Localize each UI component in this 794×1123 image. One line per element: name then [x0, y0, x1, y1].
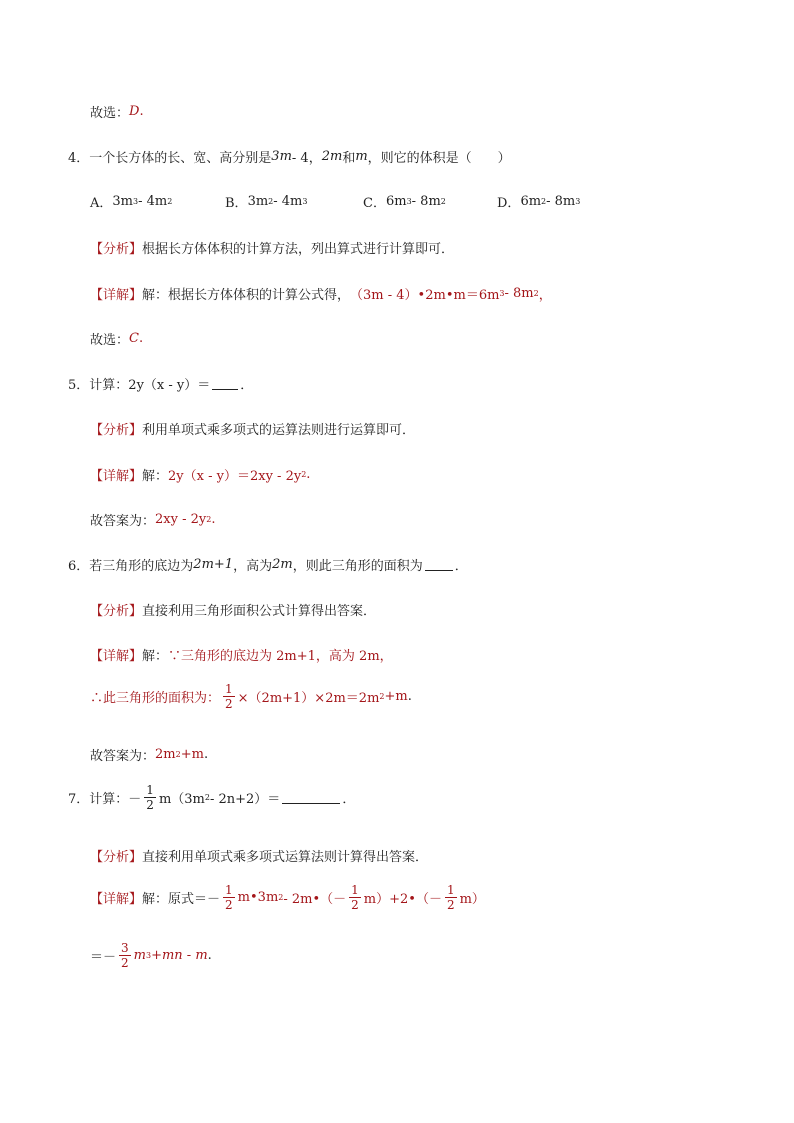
- area-expr2: +m: [384, 689, 408, 704]
- result-lead: ＝－: [90, 950, 117, 965]
- option-b-term2: - 4m: [273, 194, 303, 209]
- fraction-numerator: 1: [225, 682, 233, 696]
- option-a-label: A．: [90, 196, 113, 211]
- q5-answer: 故答案为： 2xy - 2y 2 .: [90, 512, 216, 529]
- detail-tag: 【详解】: [90, 892, 143, 907]
- detail-text: ∵三角形的底边为 2m+1，高为 2m，: [168, 649, 393, 664]
- fraction-one-half: [223, 683, 235, 710]
- option-d-term2: - 8m: [546, 194, 576, 209]
- q7-number: 7．: [68, 792, 90, 807]
- q4-text-2: - 4，: [291, 151, 322, 166]
- analysis-text: 直接利用三角形面积公式计算得出答案．: [142, 604, 377, 619]
- q6-text-1: 若三角形的底边为: [89, 559, 194, 574]
- answer-label: 故选：: [90, 333, 130, 348]
- q5-detail: 【详解】 解： 2y（x - y）＝2xy - 2y 2 .: [90, 467, 311, 484]
- q7-detail: 【详解】 解：原式＝－ $\frac{1}{2}$ m•3m 2 - 2m•（－ $\frac{1}{2}$ m）+2•（－ $\frac{1}{2}$ m）: [90, 883, 485, 912]
- q7-blank[interactable]: [282, 791, 340, 804]
- answer-line-prev: [90, 102, 144, 121]
- q6-blank[interactable]: [425, 558, 453, 571]
- detail-part-1: m•3m: [237, 890, 279, 905]
- q4-detail: 【详解】 解：根据长方体体积的计算公式得， （3m - 4）•2m•m＝6m 3 - 8m 2 ，: [90, 286, 552, 303]
- fraction-denominator: 2: [351, 898, 359, 912]
- result-end: .: [207, 948, 212, 963]
- analysis-tag: 【分析】: [90, 423, 143, 438]
- q4-option-d: D． 6m 2 - 8m 3: [497, 194, 581, 211]
- q5-expr: 2y（x - y）＝: [128, 378, 211, 393]
- detail-end: ，: [538, 288, 552, 303]
- fraction-denominator: 2: [446, 898, 455, 912]
- option-c-label: C．: [363, 196, 386, 211]
- detail-part-2: - 2m•（－: [283, 892, 347, 907]
- q6-text-2: ，高为: [233, 559, 273, 574]
- q7-analysis: [90, 846, 428, 865]
- q5-end: ．: [240, 378, 254, 393]
- answer-value: C: [129, 331, 139, 346]
- option-b-label: B．: [225, 196, 248, 211]
- q6-analysis: [90, 600, 376, 619]
- answer-end: .: [139, 104, 144, 119]
- answer-end: .: [211, 512, 216, 527]
- fraction-denominator: 2: [121, 956, 129, 970]
- therefore-text: ∴此三角形的面积为：: [90, 691, 221, 706]
- q6-math-1: 2m+1: [193, 557, 234, 572]
- option-b-term1: 3m: [247, 194, 269, 209]
- q5-number: 5．: [68, 378, 90, 393]
- option-c-term2: - 8m: [411, 194, 441, 209]
- answer-value-2: +m: [180, 747, 204, 762]
- fraction-numerator: 3: [121, 941, 129, 955]
- q6-text-3: ，则此三角形的面积为: [292, 559, 423, 574]
- q4-number: 4．: [68, 151, 90, 166]
- q6-number: 6．: [68, 559, 90, 574]
- detail-end: .: [306, 467, 311, 482]
- detail-lead: 解：: [142, 649, 169, 664]
- q4-analysis: [90, 238, 454, 257]
- question-7: 7． 计算：－ $\frac{1}{2}$ m（3m 2 - 2n+2）＝ ．: [68, 783, 356, 812]
- q6-answer: 故答案为： 2m 2 +m .: [90, 747, 209, 764]
- answer-label: 故答案为：: [90, 514, 156, 529]
- q4-answer: [90, 329, 143, 348]
- analysis-text: 利用单项式乘多项式的运算法则进行运算即可．: [142, 423, 416, 438]
- fraction-numerator: 1: [446, 883, 455, 897]
- q4-math-1: 3m: [271, 149, 292, 164]
- option-d-term1: 6m: [520, 194, 542, 209]
- detail-lead: 解：根据长方体体积的计算公式得，: [142, 288, 351, 303]
- result-part-1: m: [133, 948, 146, 963]
- q6-end: ．: [454, 559, 468, 574]
- detail-tag: 【详解】: [90, 288, 143, 303]
- question-5: [68, 374, 253, 393]
- q7-result: ＝－ $\frac{3}{2}$ m 3 +mn - m .: [90, 941, 212, 970]
- answer-end: .: [203, 747, 209, 762]
- detail-tag: 【详解】: [90, 649, 143, 664]
- answer-end: .: [138, 331, 144, 346]
- answer-label: 故选：: [90, 106, 130, 121]
- q7-expr2: - 2n+2）＝: [209, 792, 281, 807]
- q4-option-c: C． 6m 3 - 8m 2: [363, 194, 446, 211]
- q7-expr: m（3m: [158, 792, 205, 807]
- analysis-tag: 【分析】: [90, 850, 143, 865]
- option-a-term2: - 4m: [138, 194, 168, 209]
- detail-tag: 【详解】: [90, 469, 143, 484]
- detail-expr: （3m - 4）•2m•m＝6m: [350, 288, 500, 303]
- detail-lead: 解：原式＝－: [142, 892, 221, 907]
- q6-area-formula: ∴此三角形的面积为： $\frac{1}{2}$ ×（2m+1）×2m＝2m 2 +m .: [90, 682, 412, 711]
- analysis-tag: 【分析】: [90, 242, 143, 257]
- fraction-numerator: 1: [146, 783, 154, 797]
- q4-option-b: B． 3m 2 - 4m 3: [225, 194, 308, 211]
- detail-expr2: - 8m: [504, 286, 534, 301]
- fraction-denominator: 2: [225, 697, 233, 711]
- q7-text: 计算：－: [89, 792, 142, 807]
- analysis-text: 直接利用单项式乘多项式运算法则计算得出答案．: [142, 850, 429, 865]
- q5-text: 计算：: [89, 378, 129, 393]
- detail-part-4: m）: [459, 892, 485, 907]
- detail-fraction-2: [349, 884, 361, 911]
- analysis-tag: 【分析】: [90, 604, 143, 619]
- q4-math-2: 2m: [321, 149, 343, 164]
- answer-value: 2xy - 2y: [155, 512, 207, 527]
- answer-value: 2m: [155, 747, 176, 762]
- question-4: [68, 147, 511, 166]
- fraction-numerator: 1: [225, 883, 233, 897]
- q4-option-a: A． 3m 3 - 4m 2: [90, 194, 173, 211]
- q5-blank[interactable]: [212, 377, 238, 390]
- result-part-2: +mn - m: [151, 948, 208, 963]
- fraction-numerator: 1: [351, 883, 359, 897]
- fraction-denominator: 2: [146, 798, 154, 812]
- option-d-label: D．: [497, 196, 521, 211]
- q4-text-3: 和: [342, 151, 356, 166]
- detail-lead: 解：: [142, 469, 169, 484]
- fraction-denominator: 2: [225, 898, 233, 912]
- result-fraction: [119, 942, 131, 969]
- q5-analysis: [90, 419, 415, 438]
- option-c-term1: 6m: [385, 194, 407, 209]
- q4-text-4: ，则它的体积是（ ）: [367, 151, 511, 166]
- area-end: .: [407, 689, 412, 704]
- question-6: [68, 555, 468, 574]
- q7-fraction: [144, 784, 156, 811]
- detail-fraction-3: [445, 884, 457, 911]
- q4-math-3: m: [355, 149, 368, 164]
- q6-detail: [90, 645, 393, 664]
- detail-part-3: m）+2•（－: [363, 892, 442, 907]
- answer-label: 故答案为：: [90, 749, 156, 764]
- detail-fraction-1: [223, 884, 235, 911]
- q4-text-1: 一个长方体的长、宽、高分别是: [89, 151, 272, 166]
- q7-end: ．: [342, 792, 356, 807]
- analysis-text: 根据长方体体积的计算方法，列出算式进行计算即可．: [142, 242, 455, 257]
- option-a-term1: 3m: [112, 194, 133, 209]
- answer-value: D: [129, 104, 140, 119]
- detail-expr: 2y（x - y）＝2xy - 2y: [168, 469, 302, 484]
- area-expr: ×（2m+1）×2m＝2m: [237, 691, 380, 706]
- q6-math-2: 2m: [272, 557, 293, 572]
